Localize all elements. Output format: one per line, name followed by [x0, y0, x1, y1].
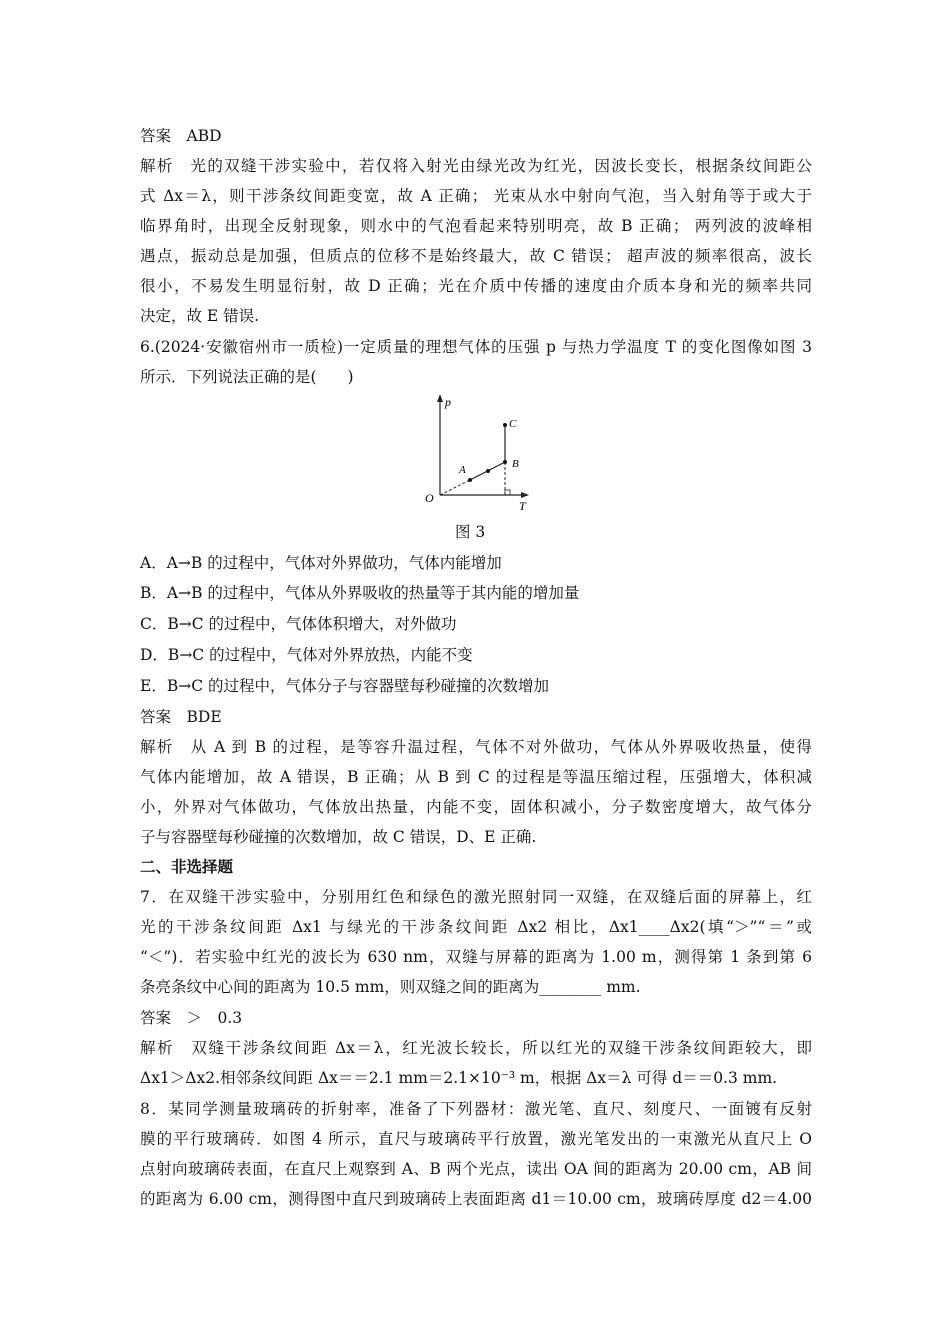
question-7-line-3: “＜”)．若实验中红光的波长为 630 nm，双缝与屏幕的距离为 1.00 m，测得第 1 条到第 6 — [140, 948, 812, 966]
p-axis-arrow — [437, 394, 443, 402]
analysis-6-line-2: 气体内能增加，故 A 错误，B 正确；从 B 到 C 的过程是等温压缩过程，压强增大，体积减 — [140, 768, 812, 786]
label-a: A — [459, 464, 466, 476]
label-b: B — [512, 458, 519, 470]
analysis-5-line-3: 临界角时，出现全反射现象，则水中的气泡看起来特别明亮，故 B 正确； 两列波的波峰相 — [140, 217, 812, 235]
t-axis-arrow — [521, 492, 529, 498]
analysis-6-line-4: 子与容器壁每秒碰撞的次数增加，故 C 错误，D、E 正确. — [140, 828, 537, 846]
analysis-6-line-1: 解析 从 A 到 B 的过程，是等容升温过程，气体不对外做功，气体从外界吸收热量，使得 — [140, 738, 812, 756]
analysis-5-line-1: 解析 光的双缝干涉实验中，若仅将入射光由绿光改为红光，因波长变长，根据条纹间距公 — [140, 157, 812, 175]
pt-graph-figure — [415, 390, 545, 515]
dashed-extension — [440, 480, 470, 495]
question-6-stem-2: 所示．下列说法正确的是( ) — [140, 368, 354, 386]
option-e: E．B→C 的过程中，气体分子与容器壁每秒碰撞的次数增加 — [140, 677, 549, 695]
figure-caption: 图 3 — [455, 523, 486, 541]
analysis-6-line-3: 小，外界对气体做功，气体放出热量，内能不变，固体积减小，分子数密度增大，故气体分 — [140, 798, 812, 816]
option-b: B．A→B 的过程中，气体从外界吸收的热量等于其内能的增加量 — [140, 584, 580, 602]
analysis-5-line-2: 式 Δx＝λ，则干涉条纹间距变宽，故 A 正确； 光束从水中射向气泡，当入射角等于或大于 — [140, 187, 812, 205]
label-c: C — [509, 418, 517, 430]
question-7-line-2: 光的干涉条纹间距 Δx1 与绿光的干涉条纹间距 Δx2 相比，Δx1____Δx2(填“＞”“＝”或 — [140, 918, 812, 936]
option-a: A．A→B 的过程中，气体对外界做功，气体内能增加 — [140, 554, 502, 572]
right-angle-mark — [505, 490, 510, 495]
question-7-line-4: 条亮条纹中心间的距离为 10.5 mm，则双缝之间的距离为________ mm. — [140, 978, 641, 996]
question-8-line-4: 的距离为 6.00 cm，测得图中直尺到玻璃砖上表面距离 d1＝10.00 cm，玻璃砖厚度 d2＝4.00 — [140, 1190, 812, 1208]
point-c-dot — [503, 423, 507, 427]
analysis-5-line-4: 遇点，振动总是加强，但质点的位移不是始终最大，故 C 错误； 超声波的频率很高，波长 — [140, 247, 812, 265]
question-6-stem-1: 6.(2024·安徽宿州市一质检)一定质量的理想气体的压强 p 与热力学温度 T 的变化图像如图 3 — [140, 338, 812, 356]
question-8-line-2: 膜的平行玻璃砖．如图 4 所示，直尺与玻璃砖平行放置，激光笔发出的一束激光从直尺上 O — [140, 1130, 812, 1148]
point-mid-dot — [486, 469, 490, 473]
point-b-dot — [503, 460, 507, 464]
analysis-7-line-1: 解析 双缝干涉条纹间距 Δx＝λ，红光波长较长，所以红光的双缝干涉条纹间距较大，即 — [140, 1039, 812, 1057]
option-c: C．B→C 的过程中，气体体积增大，对外做功 — [140, 615, 457, 633]
answer-5: 答案 ABD — [140, 127, 222, 145]
question-8-line-1: 8．某同学测量玻璃砖的折射率，准备了下列器材：激光笔、直尺、刻度尺、一面镀有反射 — [140, 1100, 812, 1118]
option-d: D．B→C 的过程中，气体对外界放热，内能不变 — [140, 646, 473, 664]
label-o: O — [425, 491, 434, 505]
answer-6: 答案 BDE — [140, 708, 222, 726]
analysis-5-line-5: 很小，不易发生明显衍射，故 D 正确；光在介质中传播的速度由介质本身和光的频率共同 — [140, 277, 812, 295]
label-p: p — [445, 395, 451, 409]
question-8-line-3: 点射向玻璃砖表面，在直尺上观察到 A、B 两个光点，读出 OA 间的距离为 20.00 cm，AB 间 — [140, 1160, 812, 1178]
answer-7: 答案 ＞ 0.3 — [140, 1009, 243, 1027]
point-a-dot — [468, 478, 472, 482]
analysis-7-line-2: Δx1＞Δx2.相邻条纹间距 Δx＝＝2.1 mm＝2.1×10⁻³ m，根据 Δx＝λ 可得 d＝＝0.3 mm. — [140, 1069, 778, 1087]
section-heading: 二、非选择题 — [140, 857, 234, 876]
label-t: T — [519, 499, 526, 513]
analysis-5-line-6: 决定，故 E 错误. — [140, 307, 260, 325]
question-7-line-1: 7．在双缝干涉实验中，分别用红色和绿色的激光照射同一双缝，在双缝后面的屏幕上，红 — [140, 888, 812, 906]
